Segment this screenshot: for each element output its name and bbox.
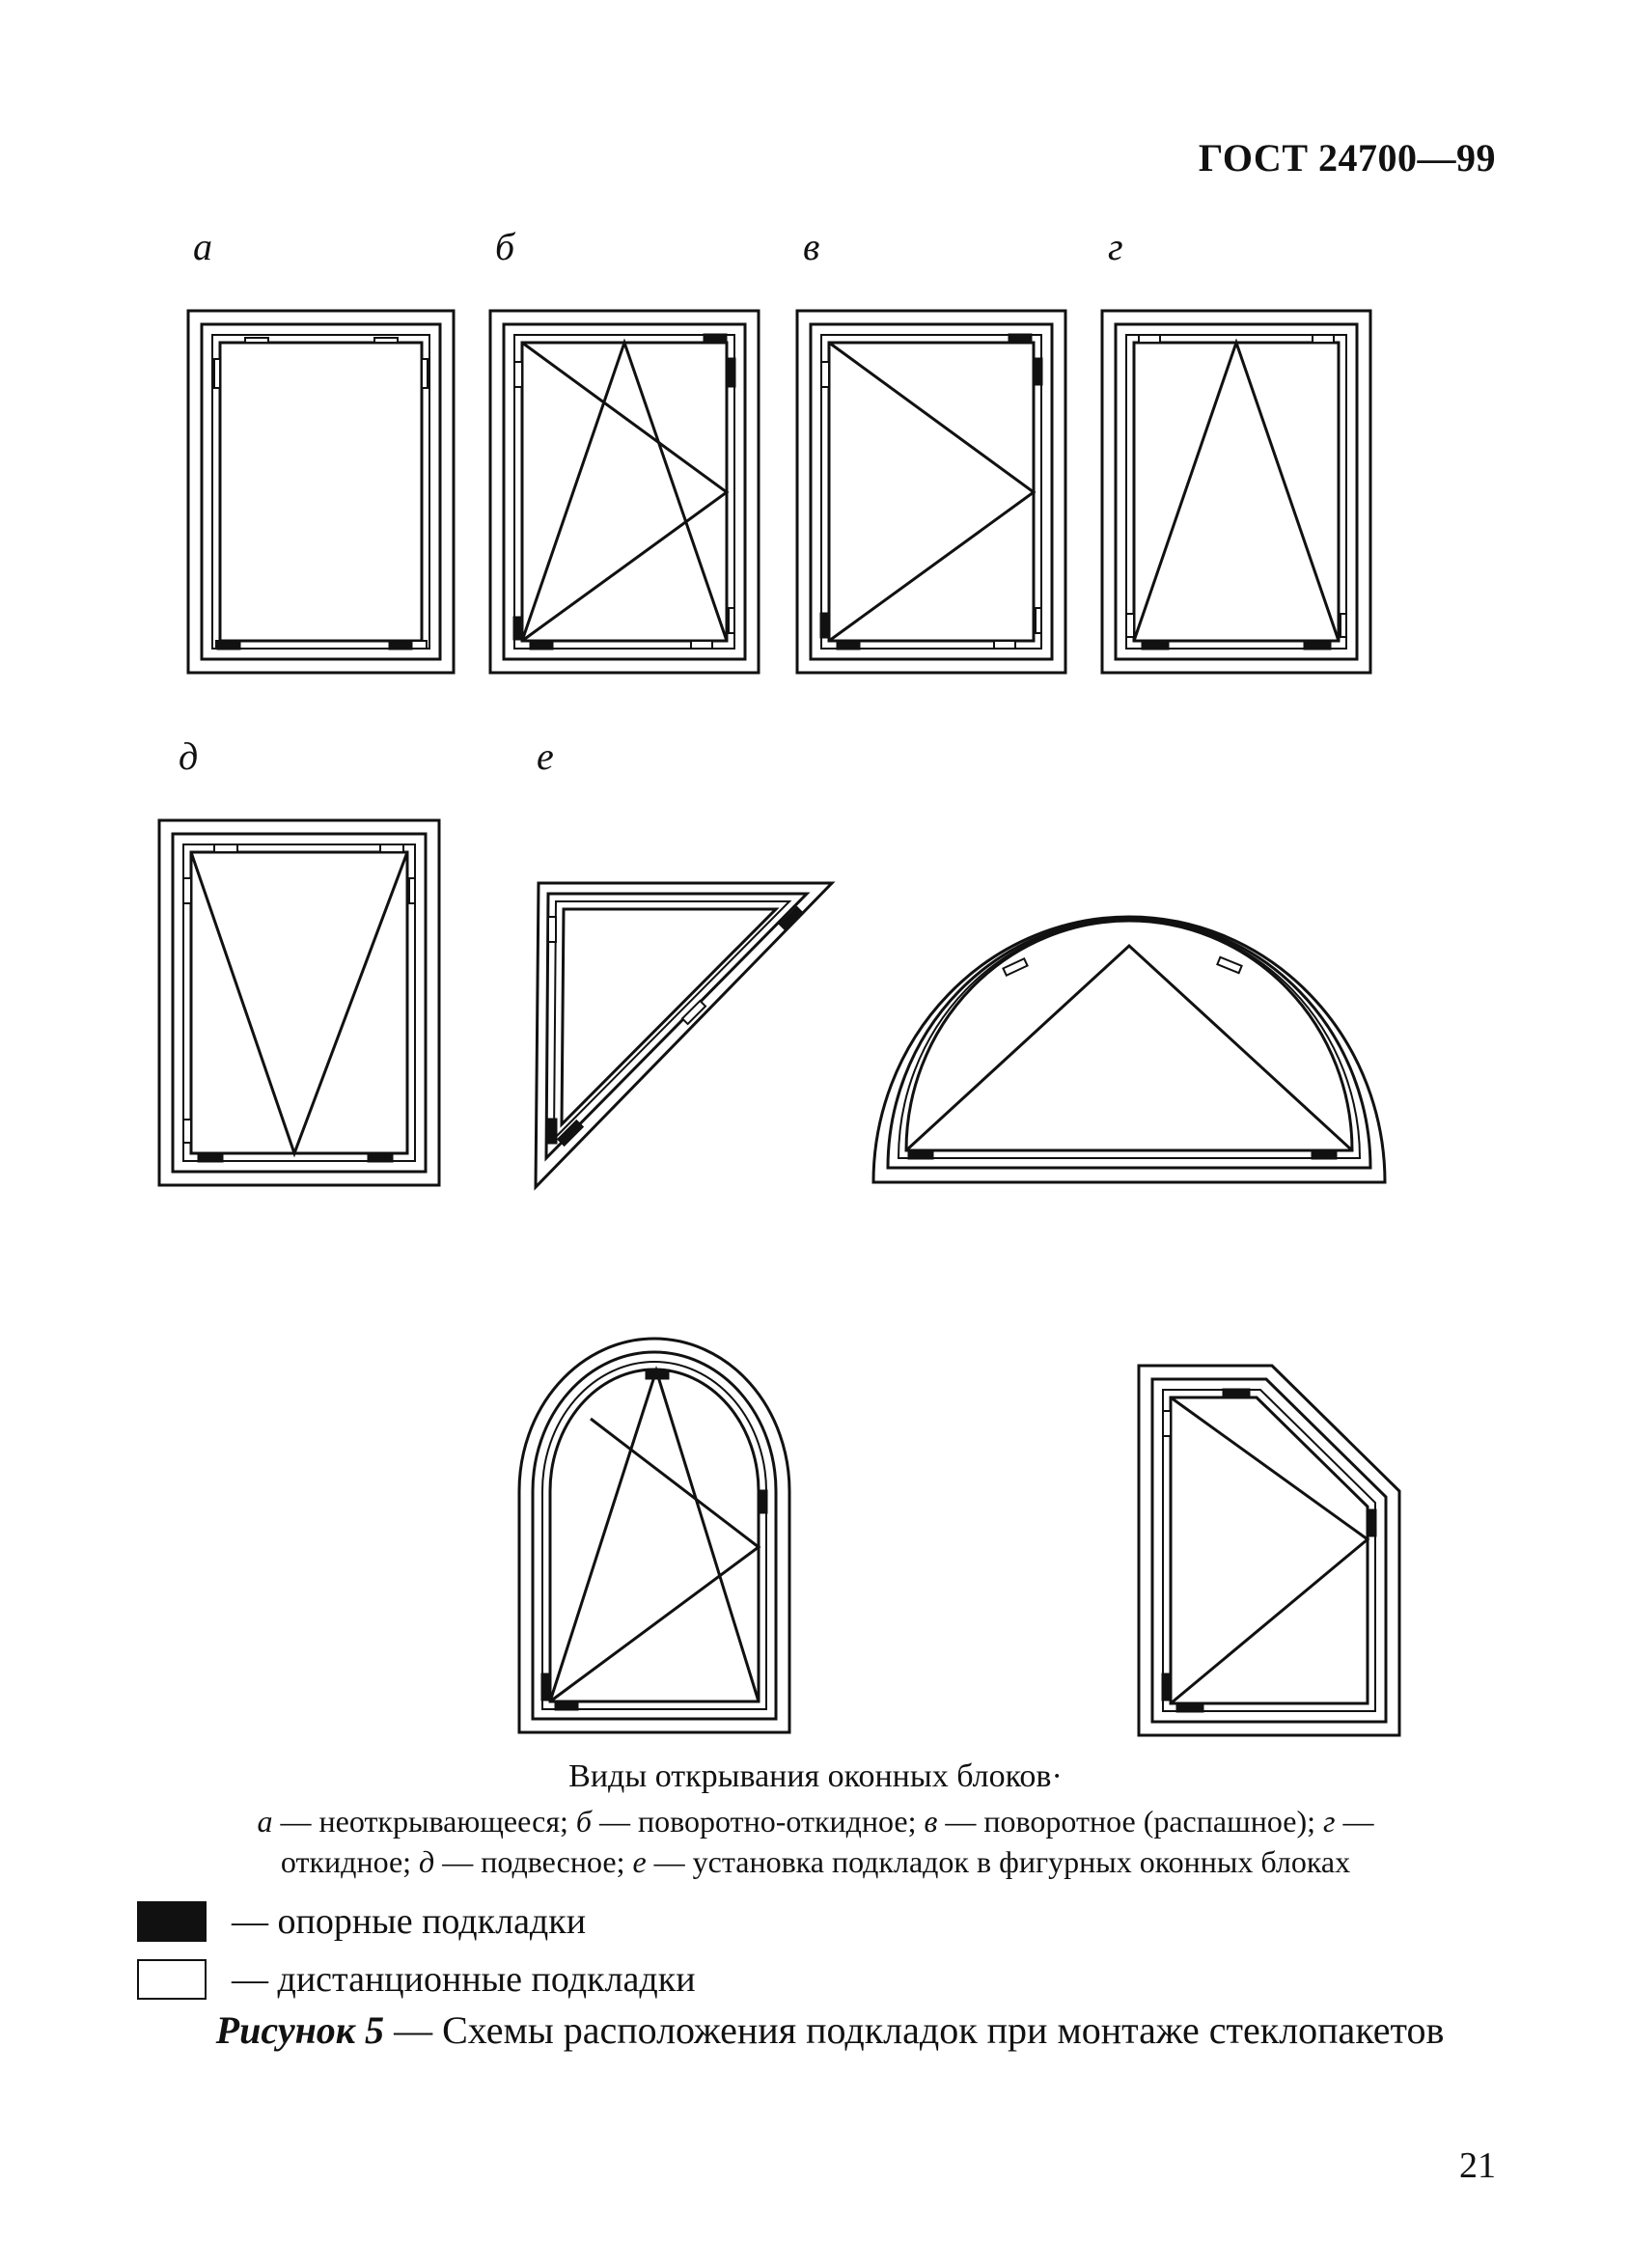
window-e-arched: [519, 1339, 789, 1732]
window-d-hopper: [159, 820, 439, 1185]
caption-text-g: —: [1335, 1804, 1374, 1839]
caption-key-b: б: [575, 1804, 593, 1839]
panel-label-v: в: [803, 225, 820, 268]
caption-title: Виды открывания оконных блоков·: [568, 1758, 1063, 1794]
window-g-tilt: [1102, 311, 1370, 673]
caption-text-d: — подвесное;: [434, 1844, 633, 1879]
caption-text-b: — поворотно-откидное;: [592, 1804, 925, 1839]
caption-key-v: в: [924, 1804, 938, 1839]
window-a-fixed: [188, 311, 454, 673]
panel-label-d: д: [179, 734, 199, 778]
panel-label-g: г: [1108, 225, 1123, 268]
legend-swatch-white: [137, 1959, 207, 2000]
page-number: 21: [1459, 2145, 1496, 2186]
figure-number: Рисунок 5: [215, 2008, 385, 2052]
panel-label-b: б: [495, 225, 515, 268]
legend-label-spacer: — дистанционные подкладки: [232, 1959, 696, 2000]
caption-text-g-cont: откидное;: [280, 1844, 420, 1879]
legend-label-support: — опорные подкладки: [232, 1901, 587, 1942]
figure-title-text: — Схемы расположения подкладок при монтаже стеклопакетов: [384, 2008, 1445, 2052]
caption-key-e: е: [632, 1844, 647, 1879]
caption-line-1: [116, 1801, 1515, 1841]
figure-title: [145, 2007, 1515, 2053]
window-e-pentagon: [1139, 1366, 1399, 1735]
legend-support-pads: [137, 1897, 586, 1946]
window-b-tilt-turn: [490, 311, 759, 673]
caption-line-2: [116, 1841, 1515, 1882]
window-e-triangle: [536, 883, 832, 1187]
legend-swatch-black: [137, 1901, 207, 1942]
caption-text-e: — установка подкладок в фигурных оконных блоках: [646, 1844, 1351, 1879]
window-e-semicircle: [873, 917, 1385, 1182]
caption-key-g: г: [1322, 1804, 1336, 1839]
window-v-turn: [797, 311, 1065, 673]
caption-key-a: а: [257, 1804, 273, 1839]
caption-key-d: д: [419, 1844, 435, 1879]
panel-label-e: е: [537, 734, 554, 778]
panel-label-a: а: [193, 225, 212, 268]
caption-text-a: — неоткрывающееся;: [272, 1804, 576, 1839]
document-header: ГОСТ 24700—99: [1198, 136, 1496, 180]
legend-spacer-pads: [137, 1955, 696, 2004]
caption-text-v: — поворотное (распашное);: [937, 1804, 1323, 1839]
